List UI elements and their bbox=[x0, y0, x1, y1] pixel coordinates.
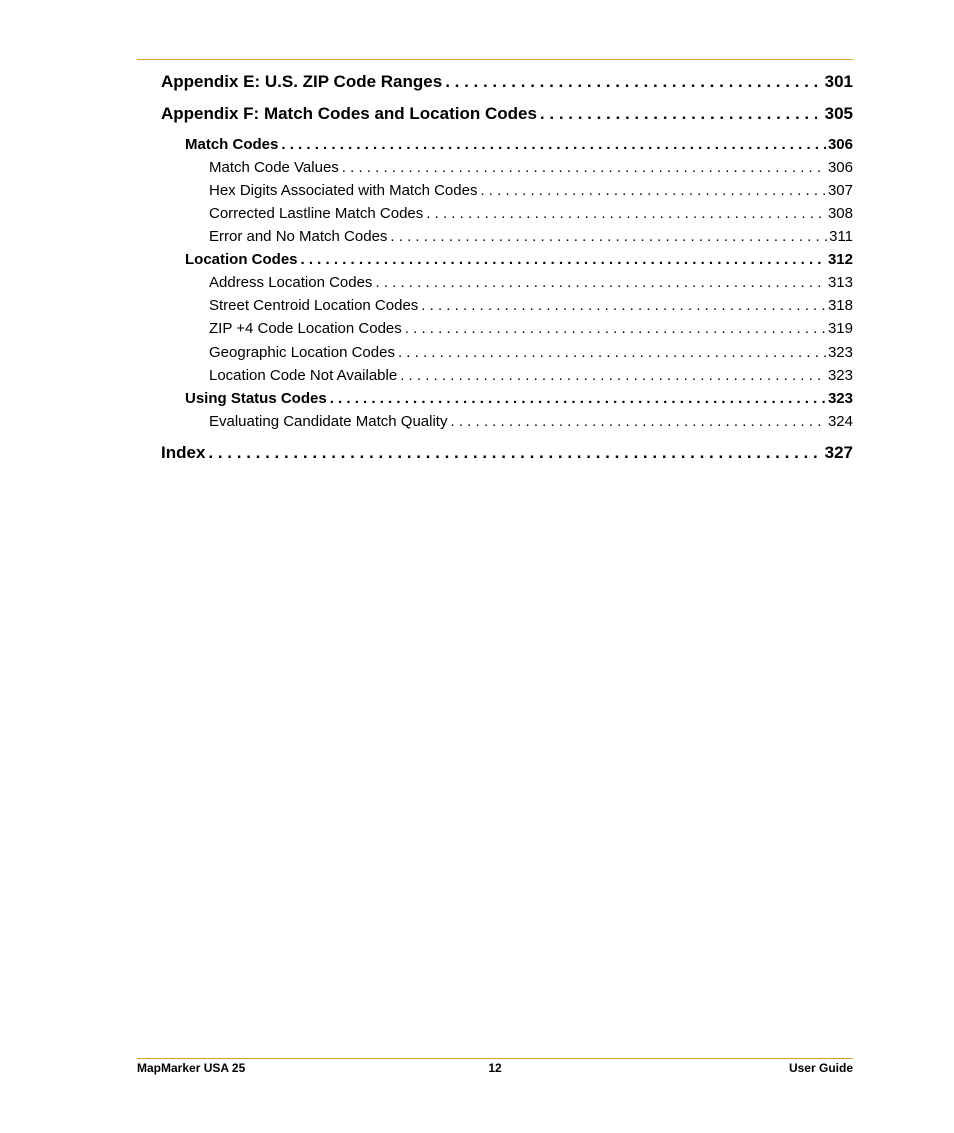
footer-product: MapMarker USA 25 bbox=[137, 1061, 246, 1075]
toc-entry-address-location[interactable] bbox=[209, 274, 853, 291]
toc-entry-title: Address Location Codes bbox=[209, 274, 373, 291]
dot-leader bbox=[281, 136, 826, 153]
toc-entry-title: Hex Digits Associated with Match Codes bbox=[209, 182, 478, 199]
toc-entry-using-status-codes[interactable] bbox=[185, 390, 853, 407]
dot-leader bbox=[405, 320, 826, 337]
toc-entry-match-codes[interactable] bbox=[185, 136, 853, 153]
toc-entry-title: Match Codes bbox=[185, 136, 279, 153]
toc-entry-page: 308 bbox=[827, 205, 853, 222]
toc-entry-page: 323 bbox=[827, 390, 853, 407]
toc-entry-page: 327 bbox=[824, 443, 853, 462]
dot-leader bbox=[450, 413, 825, 430]
footer-doc-type: User Guide bbox=[788, 1061, 853, 1075]
toc-entry-street-centroid[interactable] bbox=[209, 297, 853, 314]
toc-entry-page: 318 bbox=[827, 297, 853, 314]
dot-leader bbox=[390, 228, 827, 245]
toc-entry-index[interactable] bbox=[161, 443, 853, 463]
toc-entry-location-code-na[interactable] bbox=[209, 367, 853, 384]
dot-leader bbox=[398, 344, 826, 361]
dot-leader bbox=[445, 72, 816, 92]
toc-entry-title: ZIP +4 Code Location Codes bbox=[209, 320, 402, 337]
toc-entry-page: 311 bbox=[829, 228, 853, 245]
toc-entry-page: 307 bbox=[827, 182, 853, 199]
toc-entry-page: 323 bbox=[827, 367, 853, 384]
dot-leader bbox=[342, 159, 826, 176]
toc-entry-title: Error and No Match Codes bbox=[209, 228, 388, 245]
toc-entry-title: Appendix F: Match Codes and Location Codes bbox=[161, 104, 537, 123]
header-rule bbox=[137, 59, 853, 60]
toc-entry-page: 323 bbox=[827, 344, 853, 361]
dot-leader bbox=[426, 205, 826, 222]
toc-entry-title: Index bbox=[161, 443, 206, 462]
dot-leader bbox=[480, 182, 826, 199]
dot-leader bbox=[540, 104, 817, 124]
toc-entry-page: 319 bbox=[827, 320, 853, 337]
toc-entry-title: Geographic Location Codes bbox=[209, 344, 395, 361]
dot-leader bbox=[400, 367, 826, 384]
toc-entry-page: 324 bbox=[827, 413, 853, 430]
toc-entry-title: Match Code Values bbox=[209, 159, 339, 176]
footer-page-number: 12 bbox=[488, 1061, 502, 1075]
toc-entry-evaluating-candidate[interactable] bbox=[209, 413, 853, 430]
toc-entry-appendix-e[interactable] bbox=[161, 72, 853, 92]
toc-entry-title: Appendix E: U.S. ZIP Code Ranges bbox=[161, 72, 443, 91]
toc-entry-zip4-location[interactable] bbox=[209, 320, 853, 337]
toc-entry-title: Evaluating Candidate Match Quality bbox=[209, 413, 448, 430]
toc-entry-page: 305 bbox=[824, 104, 853, 123]
dot-leader bbox=[330, 390, 826, 407]
toc-entry-title: Street Centroid Location Codes bbox=[209, 297, 419, 314]
toc-entry-location-codes[interactable] bbox=[185, 251, 853, 268]
toc-entry-geographic-location[interactable] bbox=[209, 344, 853, 361]
toc-entry-corrected-lastline[interactable] bbox=[209, 205, 853, 222]
toc-entry-title: Corrected Lastline Match Codes bbox=[209, 205, 424, 222]
toc-entry-hex-digits[interactable] bbox=[209, 182, 853, 199]
toc-entry-title: Using Status Codes bbox=[185, 390, 327, 407]
toc-entry-match-code-values[interactable] bbox=[209, 159, 853, 176]
toc-entry-title: Location Code Not Available bbox=[209, 367, 398, 384]
toc-entry-error-no-match[interactable] bbox=[209, 228, 853, 245]
footer-rule bbox=[137, 1058, 853, 1059]
toc-entry-title: Location Codes bbox=[185, 251, 298, 268]
toc-entry-page: 306 bbox=[827, 159, 853, 176]
dot-leader bbox=[375, 274, 826, 291]
dot-leader bbox=[208, 443, 816, 463]
toc-entry-page: 312 bbox=[827, 251, 853, 268]
toc-entry-appendix-f[interactable] bbox=[161, 104, 853, 124]
toc-entry-page: 313 bbox=[827, 274, 853, 291]
toc-entry-page: 301 bbox=[824, 72, 853, 91]
dot-leader bbox=[421, 297, 826, 314]
toc-entry-page: 306 bbox=[827, 136, 853, 153]
dot-leader bbox=[301, 251, 826, 268]
